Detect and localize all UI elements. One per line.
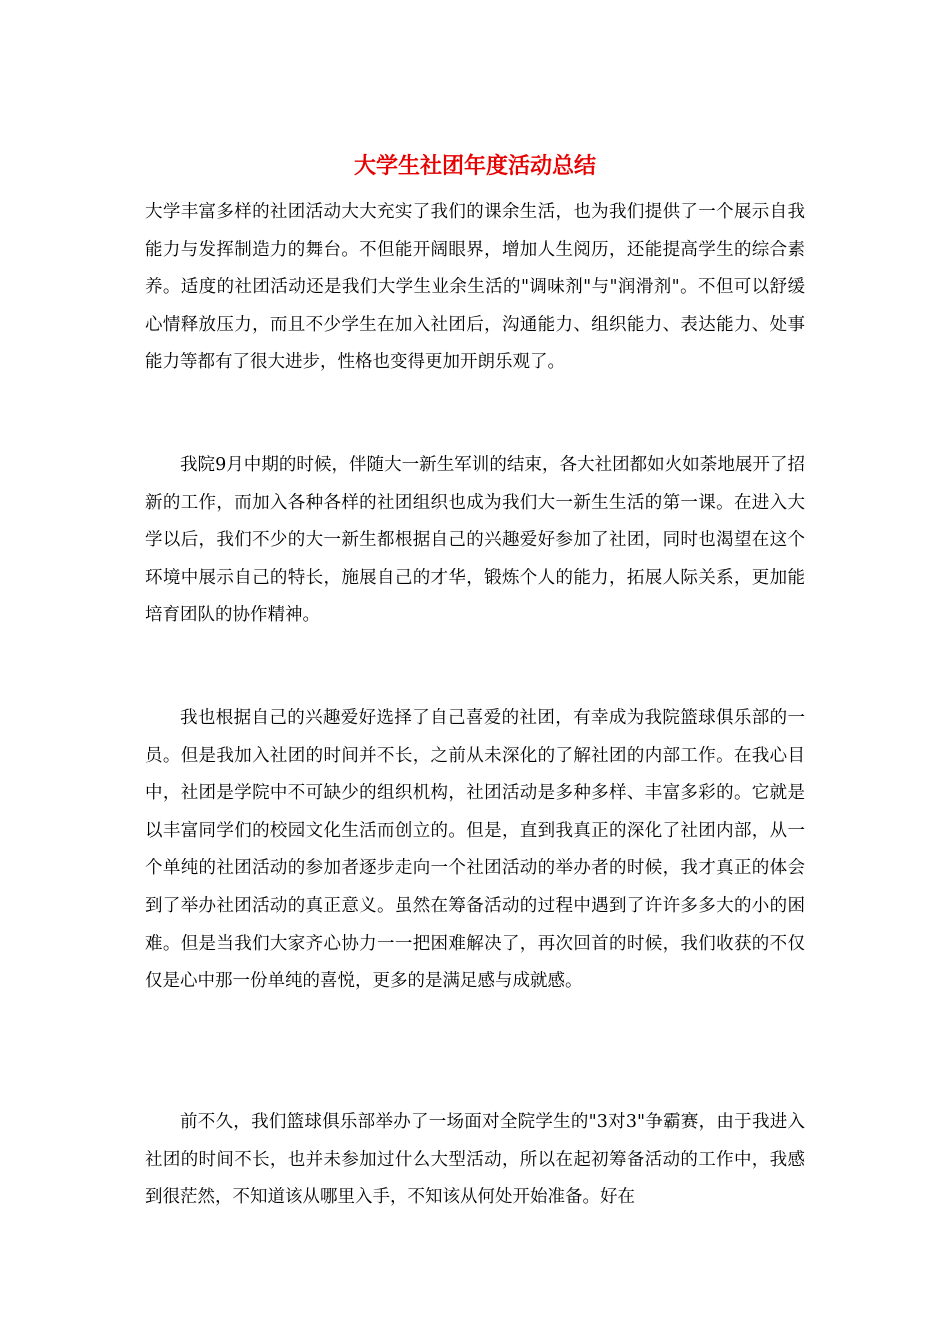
paragraph-recruitment: 我院9月中期的时候，伴随大一新生军训的结束，各大社团都如火如荼地展开了招新的工作，而加入各种各样的社团组织也成为我们大一新生生活的第一课。在进入大学以后，我们不少的大一新生都根据自己的兴趣爱好参加了社团，同时也渴望在这个环境中展示自己的特长，施展自己的才华，锻炼个人的能力，拓展人际关系，更加能培育团队的协作精神。 (145, 455, 805, 626)
paragraph-intro: 大学丰富多样的社团活动大大充实了我们的课余生活，也为我们提供了一个展示自我能力与发挥制造力的舞台。不但能开阔眼界，增加人生阅历，还能提高学生的综合素养。适度的社团活动还是我们大学生业余生活的"调味剂"与"润滑剂"。不但可以舒缓心情释放压力，而且不少学生在加入社团后，沟通能力、组织能力、表达能力、处事能力等都有了很大进步，性格也变得更加开朗乐观了。 (145, 202, 805, 373)
paragraph-competition: 前不久，我们篮球俱乐部举办了一场面对全院学生的"3对3"争霸赛，由于我进入社团的时间不长，也并未参加过什么大型活动，所以在起初筹备活动的工作中，我感到很茫然，不知道该从哪里入手，不知该从何处开始准备。好在 (145, 1112, 805, 1208)
document-title: 大学生社团年度活动总结 (353, 153, 596, 179)
paragraph-joining-club: 我也根据自己的兴趣爱好选择了自己喜爱的社团，有幸成为我院篮球俱乐部的一员。但是我加入社团的时间并不长，之前从未深化的了解社团的内部工作。在我心目中，社团是学院中不可缺少的组织机构，社团活动是多种多样、丰富多彩的。它就是以丰富同学们的校园文化生活而创立的。但是，直到我真正的深化了社团内部，从一个单纯的社团活动的参加者逐步走向一个社团活动的举办者的时候，我才真正的体会到了举办社团活动的真正意义。虽然在筹备活动的过程中遇到了许许多多大的小的困难。但是当我们大家齐心协力一一把困难解决了，再次回首的时候，我们收获的不仅仅是心中那一份单纯的喜悦，更多的是满足感与成就感。 (145, 708, 805, 992)
